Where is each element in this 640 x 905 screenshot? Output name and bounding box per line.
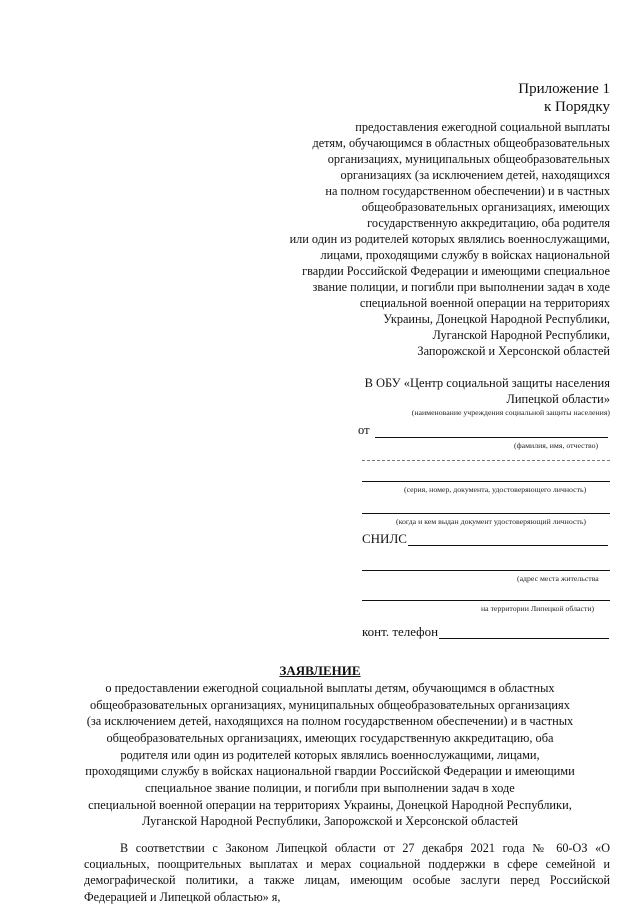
from-caption: (фамилия, имя, отчество) bbox=[514, 441, 599, 450]
addressee-line-2: Липецкой области» bbox=[506, 392, 610, 406]
statement-line: специальной военной операции на территориях Украины, Донецкой Народной Республики, bbox=[88, 798, 572, 812]
header-line: организациях (за исключением детей, находящихся bbox=[340, 168, 610, 182]
from-input-line[interactable] bbox=[375, 437, 608, 438]
header-line: детям, обучающимся в областных общеобразовательных bbox=[312, 136, 610, 150]
territory-input-line[interactable] bbox=[362, 600, 610, 601]
header-line: или один из родителей которых являлись военнослужащими, bbox=[289, 232, 610, 246]
statement-line: о предоставлении ежегодной социальной выплаты детям, обучающимся в областных bbox=[105, 681, 555, 695]
body-line: В соответствии с Законом Липецкой области от 27 декабря 2021 года № 60-ОЗ «О bbox=[120, 841, 610, 855]
phone-label: конт. телефон bbox=[362, 624, 439, 639]
snils-input-line[interactable] bbox=[408, 545, 608, 546]
address-caption: (адрес места жительства bbox=[517, 574, 599, 583]
header-line: Луганской Народной Республики, bbox=[432, 328, 610, 342]
from-label: от bbox=[358, 423, 370, 437]
header-line: звание полиции, и погибли при выполнении задач в ходе bbox=[312, 280, 610, 294]
territory-caption: на территории Липецкой области) bbox=[481, 604, 595, 613]
body-line: Федерацией и Липецкой областью» я, bbox=[84, 890, 281, 904]
phone-input-line[interactable] bbox=[439, 638, 609, 639]
statement-line: общеобразовательных организациях, имеющих государственную аккредитацию, оба bbox=[106, 731, 554, 745]
header-line: организациях, муниципальных общеобразовательных bbox=[327, 152, 610, 166]
issued-input-line[interactable] bbox=[362, 513, 610, 514]
header-line: государственную аккредитацию, оба родителя bbox=[367, 216, 610, 230]
header-line: Украины, Донецкой Народной Республики, bbox=[383, 312, 610, 326]
addressee-line-1: В ОБУ «Центр социальной защиты населения bbox=[364, 376, 610, 390]
document-input-line[interactable] bbox=[362, 481, 610, 482]
address-input-line[interactable] bbox=[362, 570, 610, 571]
header-line: специальной военной операции на территориях bbox=[359, 296, 610, 310]
document-caption: (серия, номер, документа, удостоверяющего личность) bbox=[404, 485, 587, 494]
header-line: лицами, проходящими службу в войсках национальной bbox=[320, 248, 610, 262]
header-line: на полном государственном обеспечении) и в частных bbox=[325, 184, 610, 198]
header-line: предоставления ежегодной социальной выплаты bbox=[355, 120, 610, 134]
body-line: социальных, поощрительных выплатах и мерах социальной поддержки в сфере семейной и bbox=[84, 857, 610, 871]
statement-line: проходящими службу в войсках национальной гвардии Российской Федерации и имеющими bbox=[85, 764, 575, 778]
statement-line: (за исключением детей, находящихся на полном государственном обеспечении) и в частных bbox=[86, 714, 574, 728]
from-continuation-line[interactable] bbox=[362, 460, 610, 461]
statement-line: специальное звание полиции, и погибли при выполнении задач в ходе bbox=[145, 781, 515, 795]
header-line: общеобразовательных организациях, имеющих bbox=[361, 200, 610, 214]
body-line: демографической политики, а также лицам, имеющим особые заслуги перед Российской bbox=[84, 873, 610, 887]
header-line: Запорожской и Херсонской областей bbox=[417, 344, 610, 358]
statement-title: ЗАЯВЛЕНИЕ bbox=[279, 663, 361, 678]
issued-caption: (когда и кем выдан документ удостоверяющий личность) bbox=[396, 517, 586, 526]
snils-label: СНИЛС bbox=[362, 531, 407, 546]
statement-line: Луганской Народной Республики, Запорожской и Херсонской областей bbox=[141, 814, 519, 828]
header-line: гвардии Российской Федерации и имеющими специальное bbox=[302, 264, 610, 278]
addressee-caption: (наименование учреждения социальной защиты населения) bbox=[411, 408, 610, 417]
appendix-number: Приложение 1 bbox=[518, 81, 610, 97]
statement-line: общеобразовательных организациях, муниципальных общеобразовательных организациях bbox=[90, 698, 570, 712]
statement-line: родителя или один из родителей которых являлись военнослужащими, лицами, bbox=[120, 748, 540, 762]
appendix-to-order: к Порядку bbox=[544, 99, 610, 115]
